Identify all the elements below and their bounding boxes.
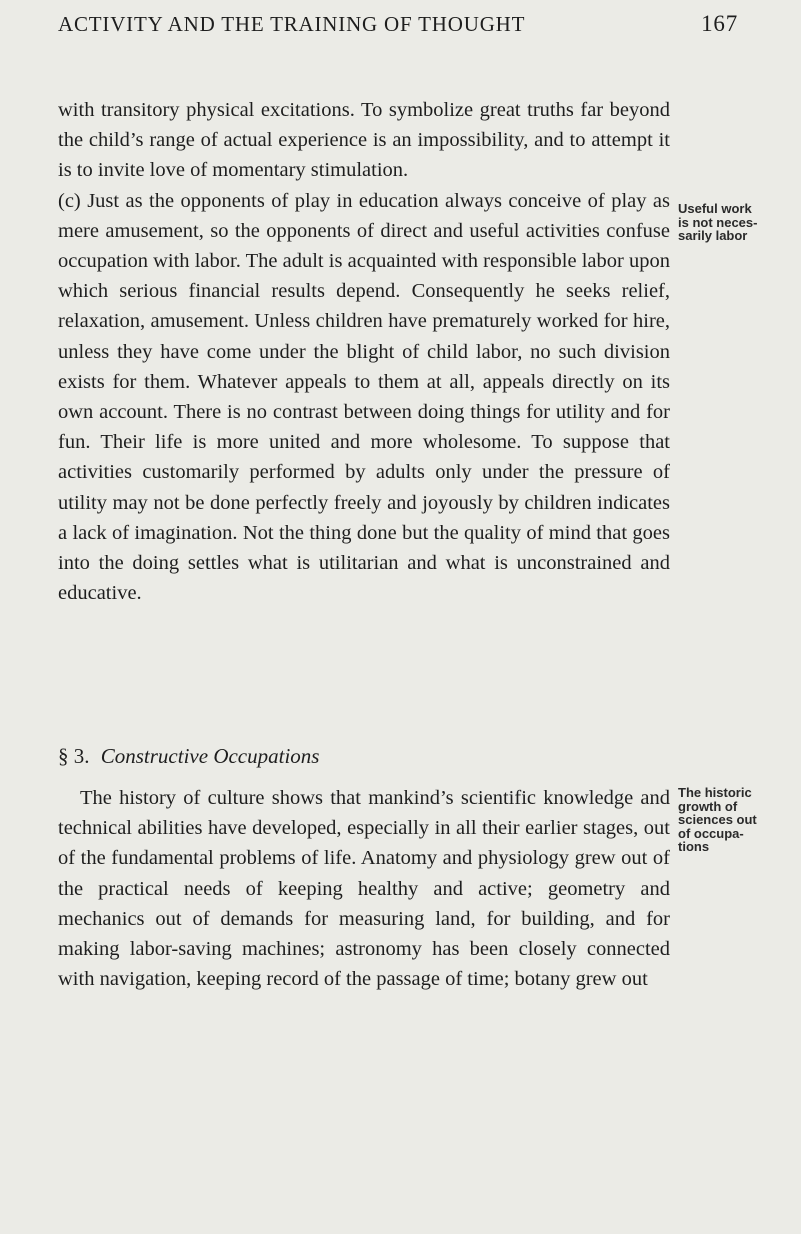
section-heading <box>58 741 658 771</box>
text-block-lower <box>58 783 670 994</box>
sidenote-line: is not neces- <box>678 214 758 230</box>
paragraph-2: (c) Just as the opponents of play in education always conceive of play as mere amusement, so the opponents of direct and useful activities confuse occupation with labor. The adult is acquainted with responsible labor upon which serious financial results depend. Consequently he seeks relief, relaxation, amusement. Unless children have prematurely worked for hire, unless they have come under the blight of child labor, no such division exists for them. Whatever appeals to them at all, appeals directly on its own account. There is no contrast between doing things for utility and for fun. Their life is more united and more wholesome. To suppose that activities customarily performed by adults only under the pressure of utility may not be done perfectly freely and joyously by children indicates a lack of imagination. Not the thing done but the quality of mind that goes into the doing settles what is utilitarian and what is unconstrained and educative. <box>58 189 670 605</box>
sidenote-useful-work <box>678 202 773 243</box>
sidenote-line: tions <box>678 839 710 854</box>
sidenote-line: sarily labor <box>678 228 748 243</box>
running-header <box>58 6 738 42</box>
sidenote-line: growth of <box>678 798 738 814</box>
section-number: § 3. <box>58 744 90 768</box>
sidenote-line: of occupa- <box>678 825 744 841</box>
paragraph-3: The history of culture shows that mankind’s scientific knowledge and technical abilities have developed, especially in all their earlier stages, out of the fundamental problems of life. Anatomy and physiology grew out of the practical needs of keeping healthy and active; geometry and mechanics out of demands for measuring land, for building, and for making labor-saving machines; astronomy has been closely connected with navigation, keeping record of the passage of time; botany grew out <box>58 787 670 991</box>
sidenote-line: The historic <box>678 785 752 800</box>
section-title: Constructive Occupations <box>100 744 320 768</box>
page-number: 167 <box>701 11 738 36</box>
sidenote-line: Useful work <box>678 201 752 216</box>
sidenote-historic-growth <box>678 786 773 854</box>
sidenote-line: sciences out <box>678 812 757 827</box>
text-block-upper <box>58 95 670 608</box>
paragraph-1: with transitory physical excitations. To symbolize great truths far beyond the child’s range of actual experience is an impossibility, and to attempt it is to invite love of momentary stimulation. <box>58 99 670 182</box>
running-title: ACTIVITY AND THE TRAINING OF THOUGHT <box>58 11 526 36</box>
